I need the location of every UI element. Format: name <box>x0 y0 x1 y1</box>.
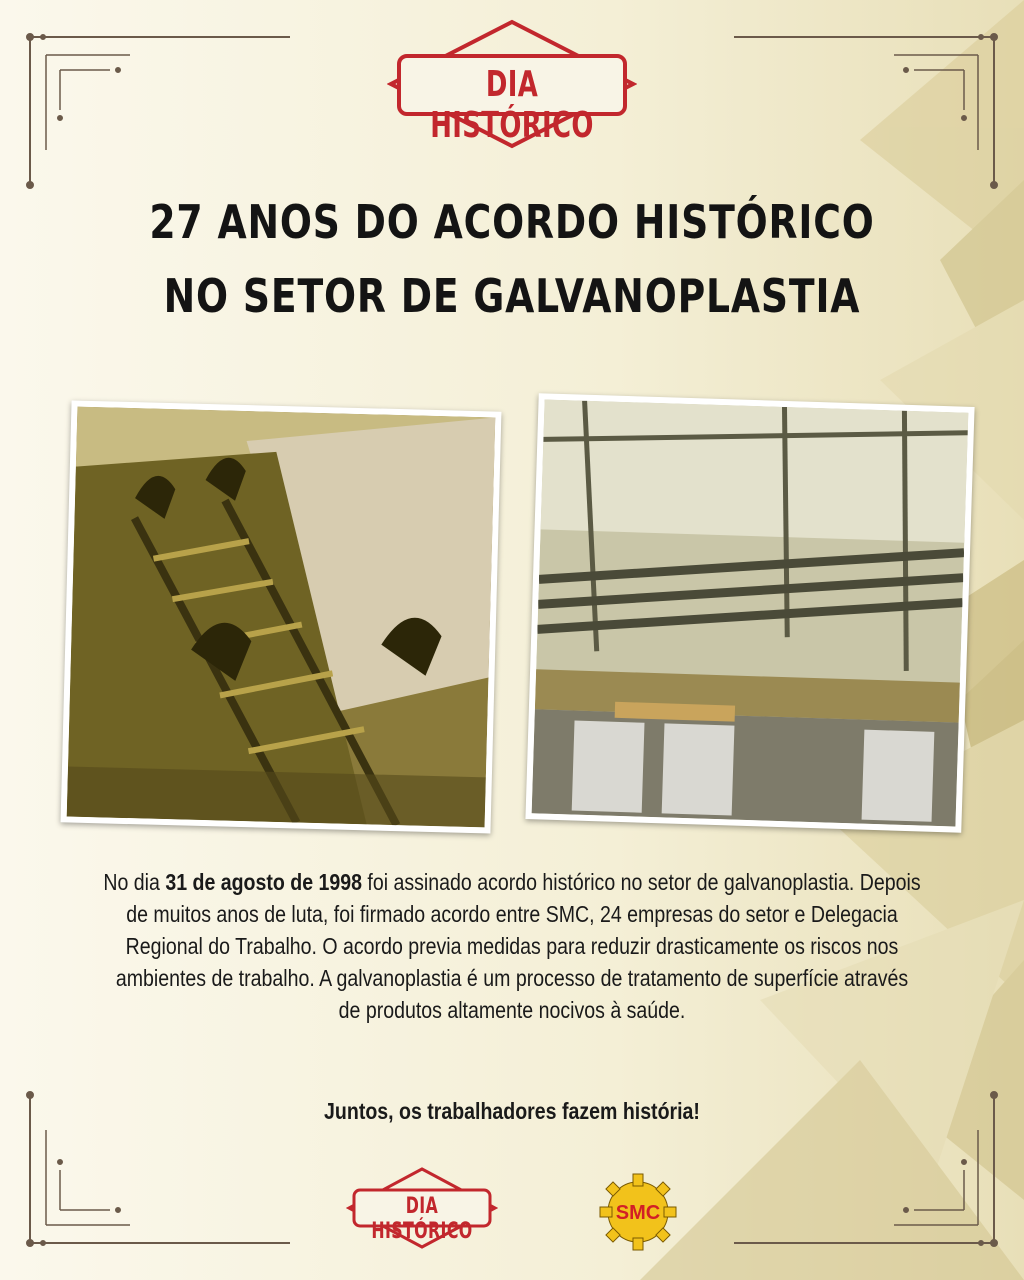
page-title <box>92 186 932 333</box>
title-line-1: 27 ANOS DO ACORDO HISTÓRICO <box>149 195 875 249</box>
title-line-2: NO SETOR DE GALVANOPLASTIA <box>163 268 861 323</box>
conveyor-rail-photo-icon <box>67 407 496 828</box>
footer-badge-text: DIA HISTÓRICO <box>371 1194 473 1244</box>
closing-slogan: Juntos, os trabalhadores fazem história! <box>324 1098 700 1124</box>
photo-overhead-racks <box>525 393 974 832</box>
photo-conveyor <box>61 400 502 833</box>
overhead-racks-photo-icon <box>532 399 969 826</box>
body-text-intro: No dia <box>103 869 166 895</box>
smc-logo <box>593 1172 683 1256</box>
smc-gear-icon <box>593 1172 683 1252</box>
footer-badge-logo <box>346 1166 498 1250</box>
body-date: 31 de agosto de 1998 <box>165 869 363 895</box>
top-badge-text: DIA HISTÓRICO <box>430 64 594 146</box>
top-badge-logo <box>387 18 637 150</box>
body-paragraph <box>102 866 921 1026</box>
smc-text: SMC <box>615 1202 661 1224</box>
body-text-rest: foi assinado acordo histórico no setor de galvanoplastia. Depois de muitos anos de luta, foi firmado acordo entre SMC, 24 empresas do setor e Delegacia Regional do Trabalho. O acordo previa medidas para reduzir drasticamente os riscos nos ambientes de trabalho. A galvanoplastia é um processo de tratamento de superfície através de produtos altamente nocivos à saúde. <box>115 869 921 1023</box>
